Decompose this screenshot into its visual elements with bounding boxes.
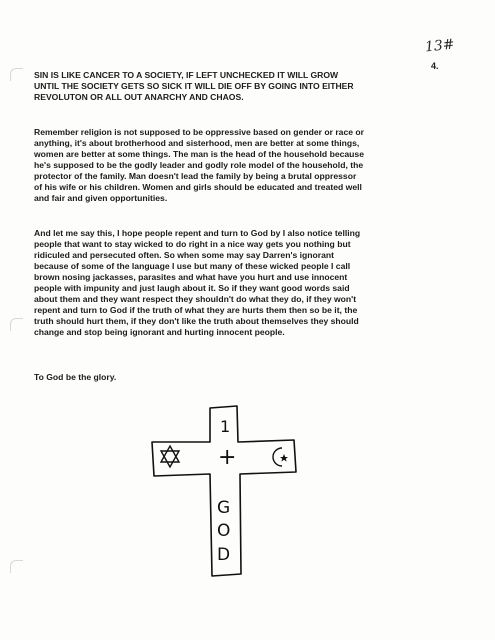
text-line: REVOLUTON OR ALL OUT ANARCHY AND CHAOS. bbox=[34, 92, 244, 102]
punch-hole-mark bbox=[10, 318, 23, 331]
paragraph-repent bbox=[34, 228, 482, 338]
paragraph-intro bbox=[34, 70, 482, 103]
text-line: And let me say this, I hope people repent and turn to God by I also notice telling bbox=[34, 228, 361, 238]
text-line: protector of the family. Man doesn't lead the family by being a brutal oppressor bbox=[34, 171, 357, 181]
text-line: he's supposed to be the godly leader and godly role model of the household, the bbox=[34, 160, 364, 170]
paragraph-religion bbox=[34, 127, 482, 204]
cross-center-mark: + bbox=[218, 445, 237, 470]
page-number: 4. bbox=[431, 61, 439, 71]
text-line: change and stop being ignorant and hurting innocent people. bbox=[34, 327, 285, 337]
closing-line: To God be the glory. bbox=[34, 372, 117, 382]
text-line: SIN IS LIKE CANCER TO A SOCIETY, IF LEFT UNCHECKED IT WILL GROW bbox=[34, 70, 339, 80]
text-line: people with impunity and just laugh about it. So if they want good words said bbox=[34, 283, 350, 293]
punch-hole-mark bbox=[10, 560, 23, 573]
cross-letter-o: O bbox=[217, 521, 231, 541]
text-line: brown nosing jackasses, parasites and what have you hurt and use innocent bbox=[34, 272, 348, 282]
cross-letter-g: G bbox=[217, 498, 231, 518]
text-line: and fair and given opportunities. bbox=[34, 193, 168, 203]
handwritten-page-number: 13# bbox=[424, 36, 456, 56]
text-line: anything, it's about brotherhood and sisterhood, men are better at some things, bbox=[34, 138, 360, 148]
text-line: of his wife or his children. Women and girls should be educated and treated well bbox=[34, 182, 362, 192]
text-line: ridiculed and persecuted often. So when some may say Darren's ignorant bbox=[34, 250, 335, 260]
cross-letter-d: D bbox=[217, 545, 231, 565]
text-line: because of some of the language I use but many of these wicked people I call bbox=[34, 261, 351, 271]
crescent-and-star-icon bbox=[273, 448, 288, 466]
cross-top-text: 1 bbox=[220, 417, 231, 436]
text-line: UNTIL THE SOCIETY GETS SO SICK IT WILL DIE OFF BY GOING INTO EITHER bbox=[34, 81, 354, 91]
text-line: about them and they want respect they shouldn't do what they do, if they won't bbox=[34, 294, 357, 304]
punch-hole-mark bbox=[10, 68, 23, 81]
text-line: repent and turn to God if the truth of what they are hurts them then so be it, the bbox=[34, 305, 358, 315]
cross-drawing bbox=[140, 402, 320, 580]
text-line: truth should hurt them, if they don't like the truth about themselves they should bbox=[34, 316, 359, 326]
text-line: women are better at some things. The man is the head of the household because bbox=[34, 149, 364, 159]
star-of-david-icon bbox=[161, 446, 179, 467]
text-line: Remember religion is not supposed to be oppressive based on gender or race or bbox=[34, 127, 364, 137]
text-line: people that want to stay wicked to do right in a nice way gets you nothing but bbox=[34, 239, 351, 249]
